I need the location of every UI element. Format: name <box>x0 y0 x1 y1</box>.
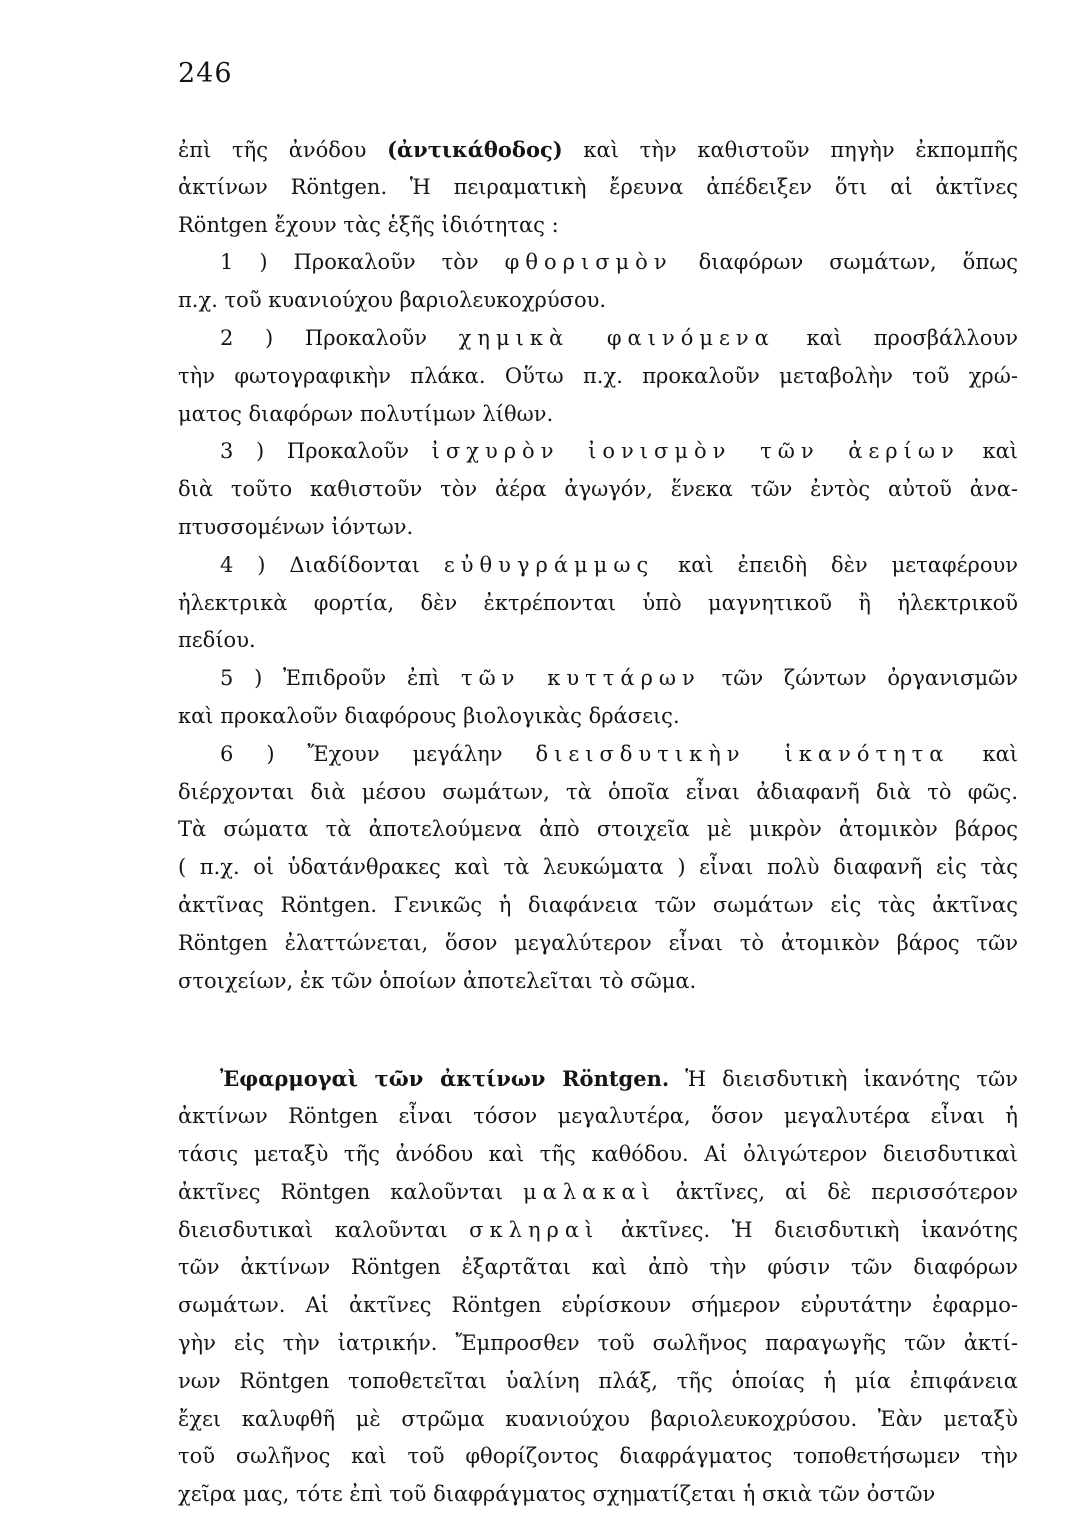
text-line <box>178 396 1018 434</box>
text-line <box>178 1363 1018 1401</box>
text-line <box>178 585 1018 623</box>
text-line <box>178 1401 1018 1439</box>
text-line <box>178 1060 1018 1098</box>
text-run: πτυσσομένων ἰόντων. <box>178 514 414 539</box>
bold-term: (ἀντικάθοδος) <box>387 137 563 162</box>
text-line <box>178 320 1018 358</box>
text-run: νων Röntgen τοποθετεῖται ὑαλίνη πλάξ, τῆς ὁποίας ἡ μία ἐπιφάνεια <box>178 1368 1018 1393</box>
text-line <box>178 131 1018 169</box>
text-run: καὶ προκαλοῦν διαφόρους βιολογικὰς δράσεις. <box>178 703 680 728</box>
spaced-term: ἰσχυρὸν ἰονισμὸν τῶν ἀερίων <box>431 439 960 464</box>
spaced-term: τῶν κυττάρων <box>461 666 701 691</box>
text-run: διέρχονται διὰ μέσου σωμάτων, τὰ ὁποῖα εἶναι ἀδιαφανῆ διὰ τὸ φῶς. <box>178 779 1018 804</box>
text-run: 5 ) Ἐπιδροῦν ἐπὶ <box>220 666 462 691</box>
paragraph <box>178 320 1018 433</box>
text-run: ἔχει καλυφθῆ μὲ στρῶμα κυανιούχου βαριολευκοχρύσου. Ἐὰν μεταξὺ <box>178 1406 1018 1431</box>
spaced-term: σκληραὶ <box>469 1217 600 1242</box>
text-run: π.χ. τοῦ κυανιούχου βαριολευκοχρύσου. <box>178 288 607 313</box>
paragraph <box>178 131 1018 244</box>
text-run: ( π.χ. οἱ ὑδατάνθρακες καὶ τὰ λευκώματα ) εἶναι πολὺ διαφανῆ εἰς τὰς <box>178 855 1018 880</box>
text-run: ἀκτῖνες, αἱ δὲ περισσότερον <box>655 1179 1018 1204</box>
spaced-term: εὐθυγράμμως <box>443 552 655 577</box>
text-run: ἀκτίνων Röntgen. Ἡ πειραματικὴ ἔρευνα ἀπέδειξεν ὅτι αἱ ἀκτῖνες <box>178 174 1018 199</box>
text-line <box>178 849 1018 887</box>
text-run: καὶ <box>959 439 1018 464</box>
spaced-term: φθορισμὸν <box>504 250 673 275</box>
paragraph <box>178 547 1018 660</box>
bold-term: Ἐφαρμογαὶ τῶν ἀκτίνων Röntgen. <box>220 1066 670 1092</box>
paragraph <box>178 433 1018 546</box>
text-line <box>178 1438 1018 1476</box>
paragraph <box>178 1060 1018 1514</box>
paragraph <box>178 660 1018 736</box>
text-line <box>178 925 1018 963</box>
spaced-term: διεισδυτικὴν ἱκανότητα <box>535 741 950 766</box>
text-line <box>178 433 1018 471</box>
text-run: ἀκτῖνες Röntgen καλοῦνται <box>178 1179 523 1204</box>
text-run: ἐπὶ τῆς ἀνόδου <box>178 138 388 162</box>
text-line <box>178 774 1018 812</box>
paragraph <box>178 736 1018 1001</box>
page-number: 246 <box>178 58 233 89</box>
text-run: τῶν ζώντων ὀργανισμῶν <box>700 666 1018 691</box>
text-run: στοιχείων, ἐκ τῶν ὁποίων ἀποτελεῖται τὸ σῶμα. <box>178 968 697 993</box>
text-run: ἠλεκτρικὰ φορτία, δὲν ἐκτρέπονται ὑπὸ μαγνητικοῦ ἢ ἠλεκτρικοῦ <box>178 590 1018 615</box>
text-run: 1 ) Προκαλοῦν τὸν <box>220 250 505 275</box>
text-run: γὴν εἰς τὴν ἰατρικήν. Ἔμπροσθεν τοῦ σωλῆνος παραγωγῆς τῶν ἀκτί- <box>178 1330 1018 1355</box>
text-run: 3 ) Προκαλοῦν <box>220 439 432 464</box>
text-run: χεῖρα μας, τότε ἐπὶ τοῦ διαφράγματος σχηματίζεται ἡ σκιὰ τῶν ὀστῶν <box>178 1482 936 1507</box>
text-line <box>178 811 1018 849</box>
text-run: 2 ) Προκαλοῦν <box>220 325 459 350</box>
text-run: Röntgen ἐλαττώνεται, ὅσον μεγαλύτερον εἶναι τὸ ἀτομικὸν βάρος τῶν <box>178 930 1018 955</box>
text-run: τῶν ἀκτίνων Röntgen ἐξαρτᾶται καὶ ἀπὸ τὴν φύσιν τῶν διαφόρων <box>178 1255 1018 1280</box>
spaced-term: χημικὰ φαινόμενα <box>458 325 775 350</box>
text-run: ἀκτίνων Röntgen εἶναι τόσον μεγαλυτέρα, ὅσον μεγαλυτέρα εἶναι ἡ <box>178 1104 1018 1129</box>
text-run: σωμάτων. Αἱ ἀκτῖνες Röntgen εὑρίσκουν σήμερον εὐρυτάτην ἐφαρμο- <box>178 1293 1018 1318</box>
text-run: διαφόρων σωμάτων, ὅπως <box>672 250 1018 275</box>
text-line <box>178 547 1018 585</box>
text-run: ἀκτῖνες. Ἡ διεισδυτικὴ ἱκανότης <box>599 1217 1018 1242</box>
text-line <box>178 660 1018 698</box>
text-run: τάσις μεταξὺ τῆς ἀνόδου καὶ τῆς καθόδου. Αἱ ὀλιγώτερον διεισδυτικαὶ <box>178 1141 1018 1166</box>
text-line <box>178 358 1018 396</box>
text-line <box>178 1136 1018 1174</box>
text-run: καὶ ἐπειδὴ δὲν μεταφέρουν <box>654 552 1018 577</box>
text-line <box>178 887 1018 925</box>
text-run: 6 ) Ἔχουν μεγάλην <box>220 741 536 766</box>
text-line <box>178 698 1018 736</box>
text-run: διεισδυτικαὶ καλοῦνται <box>178 1217 470 1242</box>
text-line <box>178 1212 1018 1250</box>
text-line <box>178 1287 1018 1325</box>
paragraph <box>178 244 1018 320</box>
text-run: καὶ τὴν καθιστοῦν πηγὴν ἐκπομπῆς <box>562 138 1018 162</box>
text-line <box>178 1249 1018 1287</box>
text-line <box>178 509 1018 547</box>
text-run: καὶ προσβάλλουν <box>774 325 1018 350</box>
text-line <box>178 1174 1018 1212</box>
text-line <box>178 207 1018 245</box>
text-run: Röntgen ἔχουν τὰς ἑξῆς ἰδιότητας : <box>178 212 559 237</box>
text-run: διὰ τοῦτο καθιστοῦν τὸν ἀέρα ἀγωγόν, ἕνεκα τῶν ἐντὸς αὐτοῦ ἀνα- <box>178 477 1018 502</box>
text-run: τὴν φωτογραφικὴν πλάκα. Οὕτω π.χ. προκαλοῦν μεταβολὴν τοῦ χρώ- <box>178 363 1018 388</box>
text-line <box>178 244 1018 282</box>
text-run: Τὰ σώματα τὰ ἀποτελούμενα ἀπὸ στοιχεῖα μὲ μικρὸν ἀτομικὸν βάρος <box>178 817 1018 842</box>
body-text <box>178 131 1018 1514</box>
text-line <box>178 169 1018 207</box>
text-run: καὶ <box>949 741 1018 766</box>
text-run: τοῦ σωλῆνος καὶ τοῦ φθορίζοντος διαφράγματος τοποθετήσωμεν τὴν <box>178 1444 1018 1469</box>
text-line <box>178 622 1018 660</box>
section-gap <box>178 1000 1018 1060</box>
text-line <box>178 471 1018 509</box>
text-run: ἀκτῖνας Röntgen. Γενικῶς ἡ διαφάνεια τῶν σωμάτων εἰς τὰς ἀκτῖνας <box>178 892 1018 917</box>
text-line <box>178 1476 1018 1514</box>
text-line <box>178 963 1018 1001</box>
spaced-term: μαλακαὶ <box>523 1179 656 1204</box>
text-run: πεδίου. <box>178 628 256 653</box>
text-line <box>178 1098 1018 1136</box>
text-line <box>178 282 1018 320</box>
text-line <box>178 1325 1018 1363</box>
text-line <box>178 736 1018 774</box>
text-run: 4 ) Διαδίδονται <box>220 552 444 577</box>
text-run: Ἡ διεισδυτικὴ ἱκανότης τῶν <box>669 1067 1018 1092</box>
text-run: ματος διαφόρων πολυτίμων λίθων. <box>178 401 554 426</box>
